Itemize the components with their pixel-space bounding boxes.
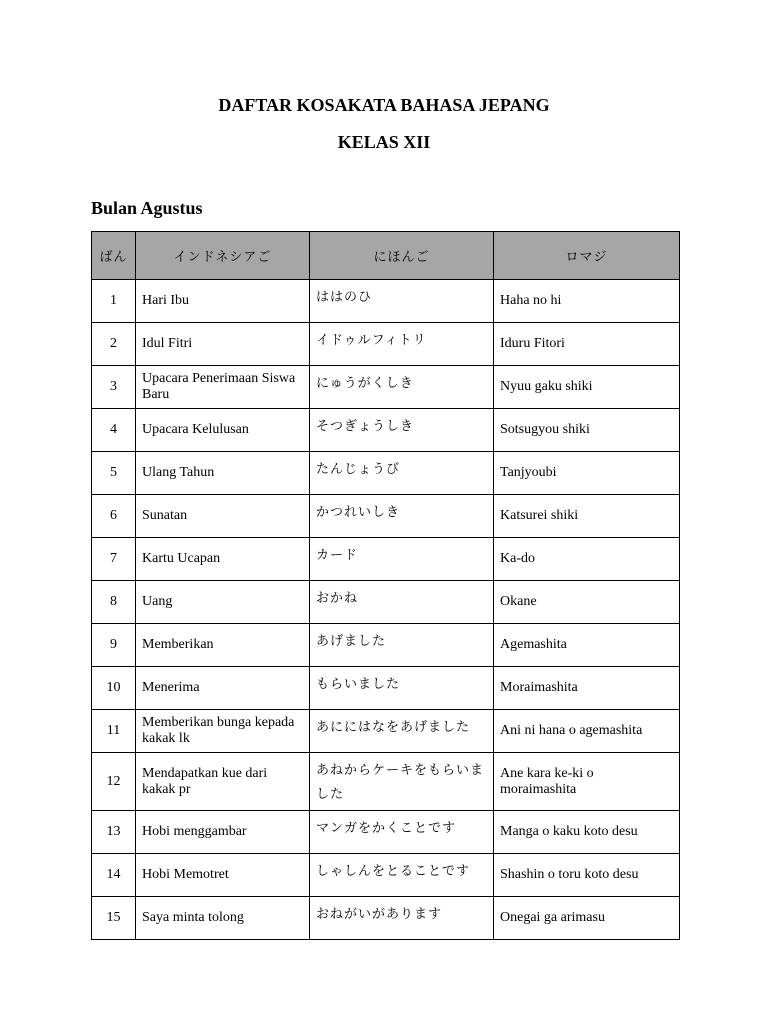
row-number: 10 xyxy=(92,667,136,710)
indonesian-word: Saya minta tolong xyxy=(136,897,310,940)
row-number: 1 xyxy=(92,280,136,323)
romaji-word: Tanjyoubi xyxy=(494,452,680,495)
row-number: 5 xyxy=(92,452,136,495)
row-number: 4 xyxy=(92,409,136,452)
japanese-word: にゅうがくしき xyxy=(310,366,494,409)
romaji-word: Haha no hi xyxy=(494,280,680,323)
japanese-word: あねからケーキをもらいました xyxy=(310,753,494,811)
romaji-word: Manga o kaku koto desu xyxy=(494,811,680,854)
table-row xyxy=(92,409,680,452)
japanese-word: ははのひ xyxy=(310,280,494,323)
romaji-word: Ka-do xyxy=(494,538,680,581)
header-japanese: にほんご xyxy=(310,232,494,280)
table-row xyxy=(92,667,680,710)
indonesian-word: Hari Ibu xyxy=(136,280,310,323)
table-row xyxy=(92,323,680,366)
indonesian-word: Hobi menggambar xyxy=(136,811,310,854)
vocabulary-table xyxy=(91,231,680,940)
document-title: DAFTAR KOSAKATA BAHASA JEPANG xyxy=(218,95,550,115)
indonesian-word: Mendapatkan kue dari kakak pr xyxy=(136,753,310,811)
table-row xyxy=(92,581,680,624)
japanese-word: イドゥルフィトリ xyxy=(310,323,494,366)
table-row xyxy=(92,495,680,538)
japanese-word: しゃしんをとることです xyxy=(310,854,494,897)
indonesian-word: Upacara Penerimaan Siswa Baru xyxy=(136,366,310,409)
japanese-word: たんじょうび xyxy=(310,452,494,495)
romaji-word: Shashin o toru koto desu xyxy=(494,854,680,897)
indonesian-word: Upacara Kelulusan xyxy=(136,409,310,452)
romaji-word: Nyuu gaku shiki xyxy=(494,366,680,409)
table-row xyxy=(92,280,680,323)
japanese-word: おかね xyxy=(310,581,494,624)
table-row xyxy=(92,854,680,897)
header-number: ばん xyxy=(92,232,136,280)
row-number: 11 xyxy=(92,710,136,753)
table-header-row xyxy=(92,232,680,280)
indonesian-word: Memberikan bunga kepada kakak lk xyxy=(136,710,310,753)
table-row xyxy=(92,624,680,667)
indonesian-word: Memberikan xyxy=(136,624,310,667)
romaji-word: Iduru Fitori xyxy=(494,323,680,366)
japanese-word: かつれいしき xyxy=(310,495,494,538)
japanese-word: もらいました xyxy=(310,667,494,710)
indonesian-word: Kartu Ucapan xyxy=(136,538,310,581)
table-row xyxy=(92,710,680,753)
indonesian-word: Menerima xyxy=(136,667,310,710)
row-number: 2 xyxy=(92,323,136,366)
header-romaji: ロマジ xyxy=(494,232,680,280)
indonesian-word: Hobi Memotret xyxy=(136,854,310,897)
row-number: 13 xyxy=(92,811,136,854)
row-number: 12 xyxy=(92,753,136,811)
indonesian-word: Ulang Tahun xyxy=(136,452,310,495)
romaji-word: Ani ni hana o agemashita xyxy=(494,710,680,753)
document-subtitle: KELAS XII xyxy=(337,132,431,152)
row-number: 6 xyxy=(92,495,136,538)
table-row xyxy=(92,811,680,854)
romaji-word: Onegai ga arimasu xyxy=(494,897,680,940)
romaji-word: Agemashita xyxy=(494,624,680,667)
japanese-word: あげました xyxy=(310,624,494,667)
table-row xyxy=(92,897,680,940)
table-row xyxy=(92,753,680,811)
indonesian-word: Uang xyxy=(136,581,310,624)
romaji-word: Sotsugyou shiki xyxy=(494,409,680,452)
romaji-word: Katsurei shiki xyxy=(494,495,680,538)
japanese-word: そつぎょうしき xyxy=(310,409,494,452)
indonesian-word: Idul Fitri xyxy=(136,323,310,366)
indonesian-word: Sunatan xyxy=(136,495,310,538)
japanese-word: カード xyxy=(310,538,494,581)
row-number: 3 xyxy=(92,366,136,409)
header-indonesian: インドネシアご xyxy=(136,232,310,280)
row-number: 9 xyxy=(92,624,136,667)
table-row xyxy=(92,538,680,581)
romaji-word: Ane kara ke-ki o moraimashita xyxy=(494,753,680,811)
row-number: 7 xyxy=(92,538,136,581)
japanese-word: マンガをかくことです xyxy=(310,811,494,854)
row-number: 15 xyxy=(92,897,136,940)
romaji-word: Okane xyxy=(494,581,680,624)
japanese-word: おねがいがあります xyxy=(310,897,494,940)
table-row xyxy=(92,452,680,495)
section-heading: Bulan Agustus xyxy=(91,198,203,218)
romaji-word: Moraimashita xyxy=(494,667,680,710)
row-number: 14 xyxy=(92,854,136,897)
row-number: 8 xyxy=(92,581,136,624)
japanese-word: あににはなをあげました xyxy=(310,710,494,753)
table-row xyxy=(92,366,680,409)
